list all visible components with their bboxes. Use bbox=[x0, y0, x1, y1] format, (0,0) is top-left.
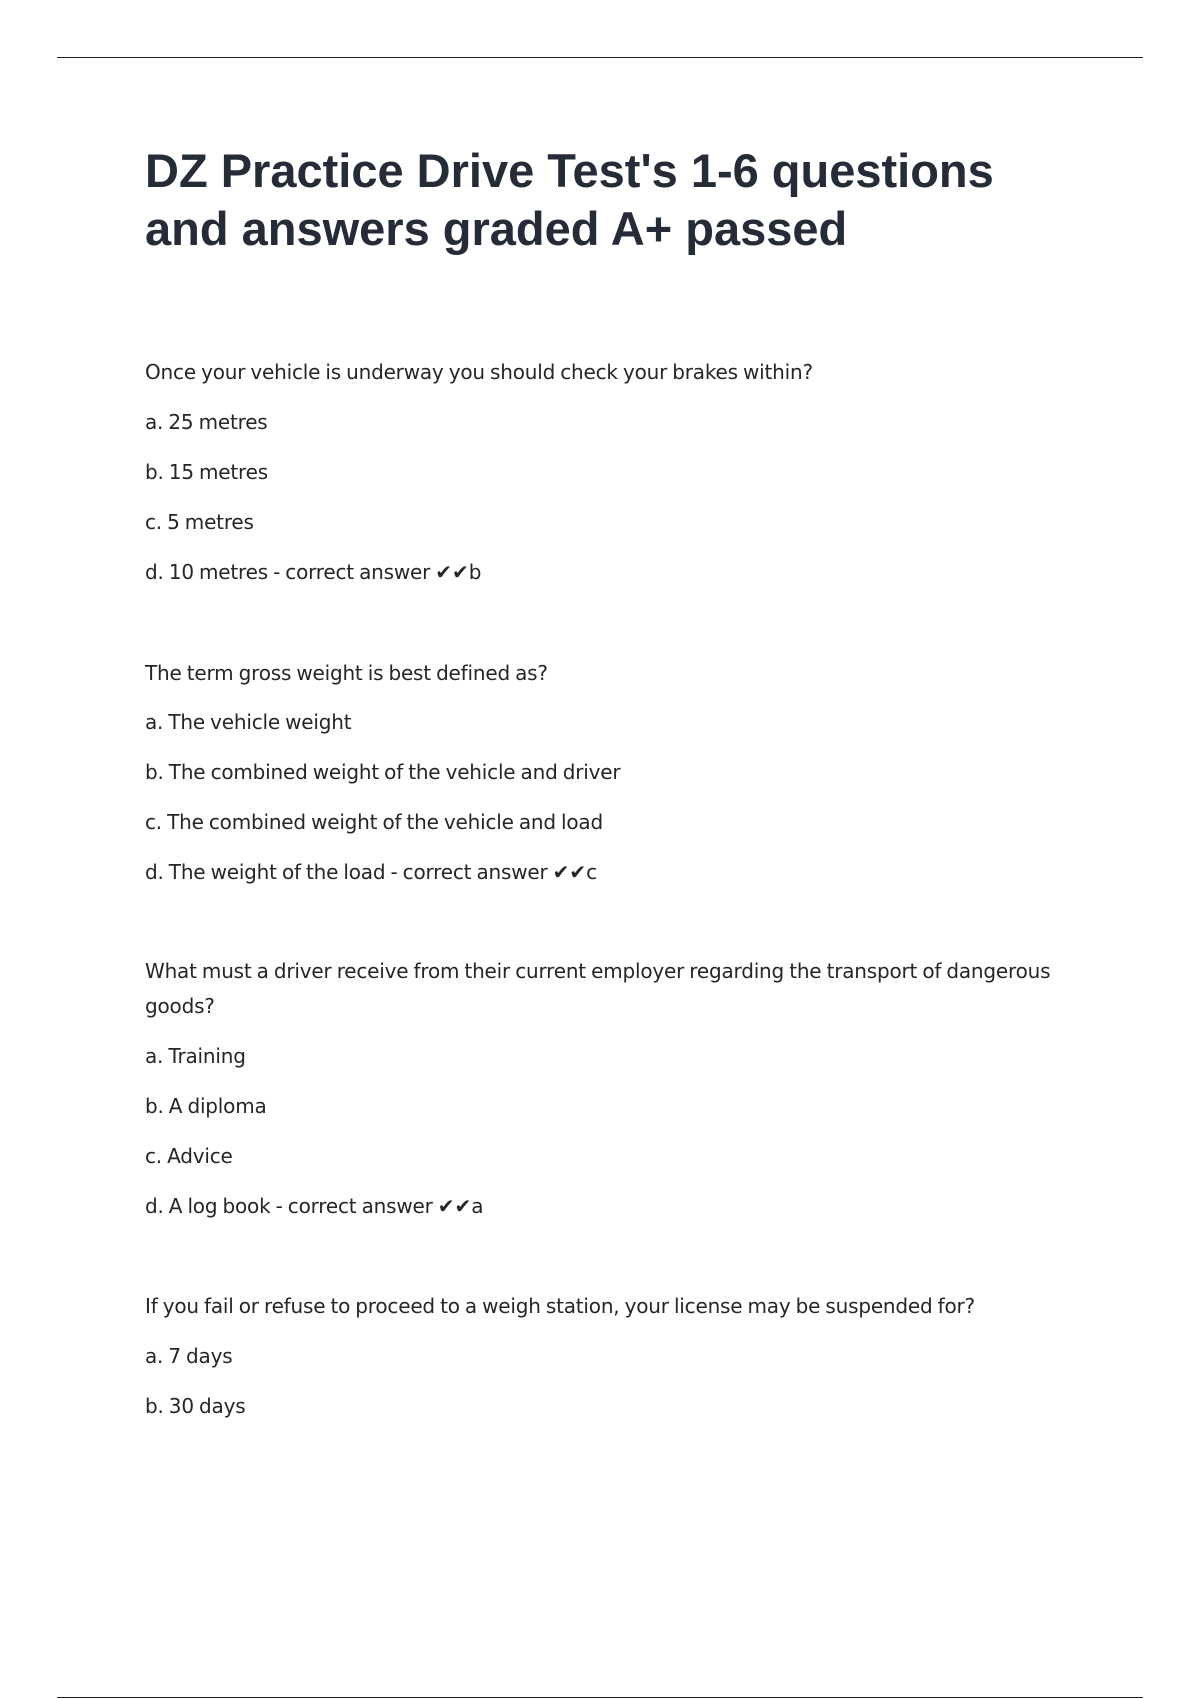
document-title: DZ Practice Drive Test's 1-6 questions and answers graded A+ passed bbox=[145, 144, 994, 255]
answer-prefix: - correct answer bbox=[267, 560, 436, 584]
question-2 bbox=[145, 656, 1085, 890]
option-b: b. 30 days bbox=[145, 1394, 246, 1418]
check-marks: ✔✔ bbox=[437, 1194, 472, 1218]
check-marks: ✔✔ bbox=[435, 560, 469, 584]
question-text: What must a driver receive from their current employer regarding the transport of dangerous goods? bbox=[145, 959, 1051, 1018]
option-d bbox=[145, 1189, 1085, 1224]
option-a: a. 7 days bbox=[145, 1344, 233, 1368]
question-4 bbox=[145, 1289, 1085, 1424]
bottom-rule bbox=[57, 1697, 1143, 1698]
option-d-text: d. A log book bbox=[145, 1194, 271, 1218]
correct-answer: c bbox=[586, 860, 597, 884]
question-1 bbox=[145, 355, 1085, 590]
option-a: a. Training bbox=[145, 1044, 246, 1068]
check-marks: ✔✔ bbox=[552, 860, 587, 884]
option-b: b. A diploma bbox=[145, 1094, 267, 1118]
option-b: b. The combined weight of the vehicle and driver bbox=[145, 760, 621, 784]
option-a: a. The vehicle weight bbox=[145, 710, 352, 734]
option-c: c. The combined weight of the vehicle and load bbox=[145, 810, 603, 834]
option-d bbox=[145, 555, 1085, 590]
answer-prefix: - correct answer bbox=[385, 860, 553, 884]
option-b: b. 15 metres bbox=[145, 460, 268, 484]
option-d-text: d. 10 metres bbox=[145, 560, 268, 584]
correct-answer: b bbox=[468, 560, 482, 584]
top-rule bbox=[57, 57, 1143, 58]
option-d bbox=[145, 855, 1085, 890]
option-a: a. 25 metres bbox=[145, 410, 268, 434]
question-3 bbox=[145, 954, 1085, 1224]
correct-answer: a bbox=[471, 1194, 484, 1218]
question-text: If you fail or refuse to proceed to a weigh station, your license may be suspended for? bbox=[145, 1294, 975, 1318]
option-c: c. 5 metres bbox=[145, 510, 254, 534]
option-c: c. Advice bbox=[145, 1144, 233, 1168]
question-text: Once your vehicle is underway you should check your brakes within? bbox=[145, 360, 813, 384]
question-text: The term gross weight is best defined as? bbox=[145, 661, 548, 685]
option-d-text: d. The weight of the load bbox=[145, 860, 386, 884]
answer-prefix: - correct answer bbox=[270, 1194, 438, 1218]
